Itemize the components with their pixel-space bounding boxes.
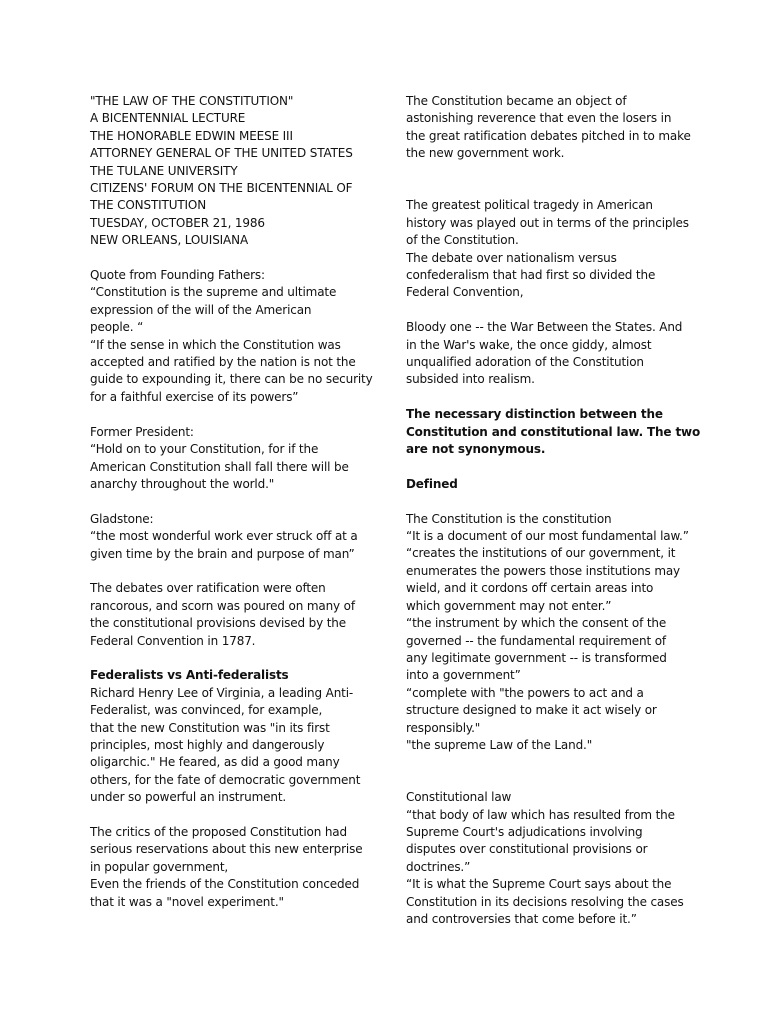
critics-section [90, 824, 380, 911]
paragraph-line: “creates the institutions of our government, it [406, 546, 676, 561]
paragraph-line: The critics of the proposed Constitution had [90, 824, 347, 839]
paragraph-line: astonishing reverence that even the losers in [406, 111, 672, 126]
paragraph-line: enumerates the powers those institutions may [406, 563, 681, 578]
lecture-header [90, 93, 380, 250]
paragraph-line: expression of the will of the American [90, 302, 312, 317]
paragraph-line: “If the sense in which the Constitution was [90, 337, 341, 352]
section-heading: Federalists vs Anti-federalists [90, 668, 289, 683]
paragraph-line: of the Constitution. [406, 233, 519, 248]
paragraph-line: confederalism that had first so divided the [406, 268, 656, 283]
paragraph-line: that the new Constitution was "in its first [90, 720, 330, 735]
paragraph-line: "the supreme Law of the Land." [406, 737, 593, 752]
paragraph-line: serious reservations about this new enterprise [90, 842, 363, 857]
paragraph-line: “complete with "the powers to act and a [406, 685, 644, 700]
right-column [406, 93, 701, 928]
paragraph-line: governed -- the fundamental requirement of [406, 633, 666, 648]
paragraph-line: responsibly." [406, 720, 481, 735]
constitutional-law-section [406, 789, 696, 928]
paragraph-line: The greatest political tragedy in American [406, 198, 653, 213]
paragraph-line: Richard Henry Lee of Virginia, a leading Anti- [90, 685, 354, 700]
paragraph-line: Constitution and constitutional law. The two [406, 424, 701, 439]
paragraph-line: American Constitution shall fall there will be [90, 459, 349, 474]
paragraph-line: Former President: [90, 424, 194, 439]
gladstone-section [90, 511, 380, 563]
distinction-section [406, 406, 701, 458]
paragraph-line: unqualified adoration of the Constitution [406, 355, 644, 370]
header-line: THE TULANE UNIVERSITY [90, 163, 238, 178]
paragraph-line: for a faithful exercise of its powers” [90, 389, 299, 404]
header-line: A BICENTENNIAL LECTURE [90, 111, 246, 126]
federalists-section [90, 667, 380, 806]
debates-section [90, 580, 380, 650]
paragraph-line: “Hold on to your Constitution, for if the [90, 442, 319, 457]
paragraph-line: Constitutional law [406, 790, 512, 805]
header-line: THE HONORABLE EDWIN MEESE III [90, 128, 293, 143]
tragedy-section [406, 197, 696, 301]
paragraph-line: history was played out in terms of the principles [406, 215, 689, 230]
paragraph-line: The debates over ratification were often [90, 581, 326, 596]
paragraph-line: accepted and ratified by the nation is not the [90, 355, 356, 370]
paragraph-line: The necessary distinction between the [406, 407, 663, 422]
constitution-defined-section [406, 511, 696, 755]
paragraph-line: in the War's wake, the once giddy, almost [406, 337, 652, 352]
paragraph-line: oligarchic." He feared, as did a good many [90, 755, 340, 770]
paragraph-line: “the instrument by which the consent of the [406, 616, 667, 631]
paragraph-line: people. “ [90, 320, 144, 335]
paragraph-line: Federal Convention in 1787. [90, 633, 256, 648]
paragraph-line: The Constitution is the constitution [406, 511, 612, 526]
paragraph-line: Federal Convention, [406, 285, 524, 300]
paragraph-line: Even the friends of the Constitution conceded [90, 877, 360, 892]
paragraph-line: anarchy throughout the world." [90, 476, 275, 491]
paragraph-line: the constitutional provisions devised by the [90, 616, 346, 631]
paragraph-line: “the most wonderful work ever struck off at a [90, 529, 358, 544]
paragraph-line: and controversies that come before it.” [406, 912, 637, 926]
paragraph-line: into a government” [406, 668, 521, 683]
paragraph-line: are not synonymous. [406, 442, 546, 457]
paragraph-line: wield, and it cordons off certain areas into [406, 581, 654, 596]
paragraph-line: “that body of law which has resulted from the [406, 807, 675, 822]
header-line: CITIZENS' FORUM ON THE BICENTENNIAL OF [90, 181, 353, 196]
header-line: "THE LAW OF THE CONSTITUTION" [90, 94, 294, 108]
paragraph-line: “Constitution is the supreme and ultimate [90, 285, 337, 300]
paragraph-line: guide to expounding it, there can be no security [90, 372, 373, 387]
founding-fathers-section [90, 267, 380, 406]
left-column [90, 93, 380, 911]
reverence-section [406, 93, 696, 163]
former-president-section [90, 424, 380, 494]
paragraph-line: Quote from Founding Fathers: [90, 268, 265, 283]
paragraph-line: principles, most highly and dangerously [90, 737, 325, 752]
paragraph-line: The Constitution became an object of [406, 94, 627, 108]
paragraph-line: any legitimate government -- is transformed [406, 650, 667, 665]
paragraph-line: The debate over nationalism versus [406, 250, 617, 265]
paragraph-line: under so powerful an instrument. [90, 790, 287, 805]
bloody-section [406, 319, 696, 389]
paragraph-line: others, for the fate of democratic government [90, 772, 361, 787]
paragraph-line: rancorous, and scorn was poured on many of [90, 598, 355, 613]
paragraph-line: doctrines.” [406, 859, 471, 874]
paragraph-line: the new government work. [406, 146, 565, 161]
paragraph-line: Gladstone: [90, 511, 154, 526]
paragraph-line: “It is what the Supreme Court says about the [406, 877, 672, 892]
paragraph-line: that it was a "novel experiment." [90, 894, 284, 909]
paragraph-line: disputes over constitutional provisions or [406, 842, 648, 857]
header-line: THE CONSTITUTION [90, 198, 207, 213]
paragraph-line: which government may not enter.” [406, 598, 612, 613]
paragraph-line: given time by the brain and purpose of man” [90, 546, 355, 561]
section-heading: Defined [406, 476, 458, 491]
paragraph-line: in popular government, [90, 859, 229, 874]
paragraph-line: Federalist, was convinced, for example, [90, 703, 323, 718]
paragraph-line: structure designed to make it act wisely or [406, 703, 657, 718]
header-line: NEW ORLEANS, LOUISIANA [90, 233, 248, 248]
paragraph-line: “It is a document of our most fundamental law.” [406, 529, 689, 544]
header-line: TUESDAY, OCTOBER 21, 1986 [90, 215, 265, 230]
paragraph-line: Bloody one -- the War Between the States. And [406, 320, 683, 335]
header-line: ATTORNEY GENERAL OF THE UNITED STATES [90, 146, 353, 161]
paragraph-line: Supreme Court's adjudications involving [406, 824, 643, 839]
paragraph-line: subsided into realism. [406, 372, 535, 387]
paragraph-line: the great ratification debates pitched in to make [406, 128, 691, 143]
paragraph-line: Constitution in its decisions resolving the cases [406, 894, 684, 909]
